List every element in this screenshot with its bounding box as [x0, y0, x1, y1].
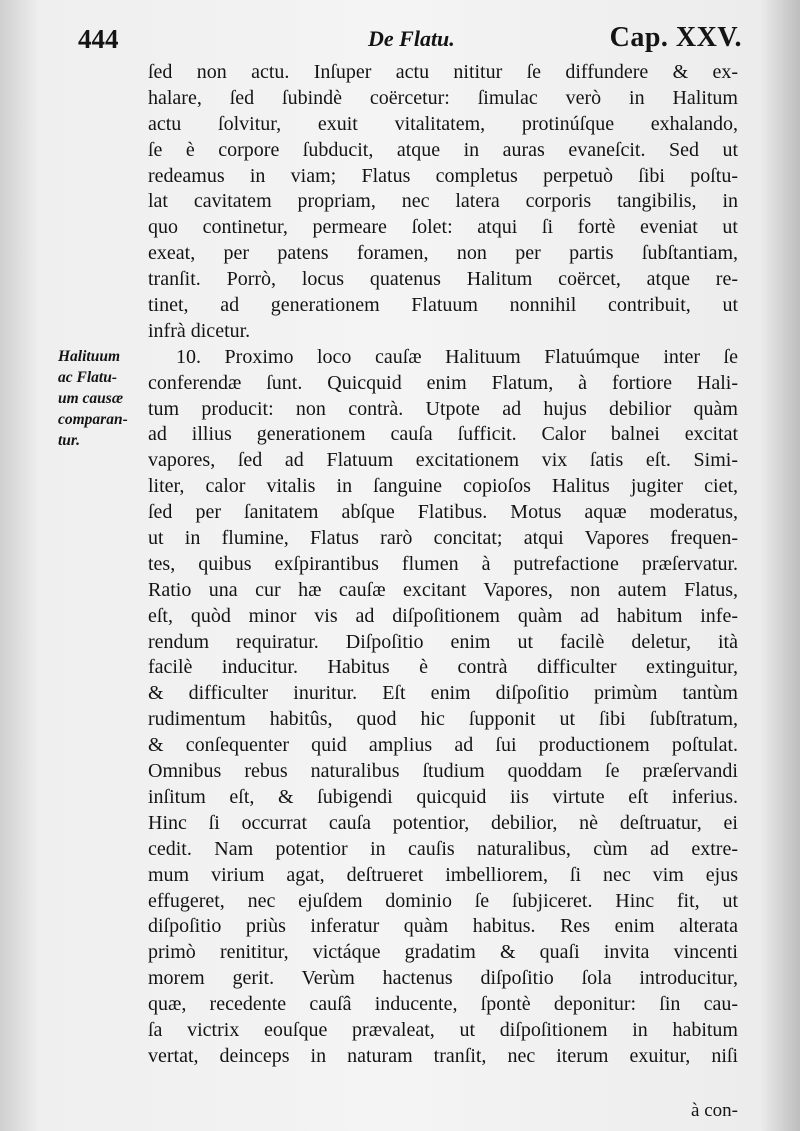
paragraph-start-line: 10. Proximo loco cauſæ Halituum Flatuúmque inter ſe [176, 345, 738, 368]
text-line: & conſequenter quid amplius ad ſui productionem poſtulat. [148, 734, 738, 757]
text-line: rudimentum habitûs, quod hic ſupponit ut ſibi ſubſtratum, [148, 708, 738, 731]
text-line: Omnibus rebus naturalibus ſtudium quoddam ſe præſervandi [148, 760, 738, 783]
margin-note-line: Halituum [58, 348, 121, 365]
text-line: ſa victrix eouſque prævaleat, ut diſpoſitionem in habitum [148, 1018, 738, 1041]
text-line: rendum requiratur. Diſpoſitio enim ut facilè deletur, ità [148, 630, 738, 653]
text-line: redeamus in viam; Flatus completus perpetuò ſibi poſtu- [148, 164, 738, 187]
text-line: ſe è corpore ſubducit, atque in auras evaneſcit. Sed ut [148, 138, 738, 161]
text-line: conferendæ ſunt. Quicquid enim Flatum, à fortiore Hali- [148, 371, 738, 394]
text-line: ſed per ſanitatem abſque Flatibus. Motus aquæ moderatus, [148, 501, 738, 524]
text-line: eſt, quòd minor vis ad diſpoſitionem quàm ad habitum infe- [148, 604, 738, 627]
page-number: 444 [78, 24, 119, 54]
text-line: lat cavitatem propriam, nec latera corporis tangibilis, in [148, 190, 738, 213]
text-line: tranſit. Porrò, locus quatenus Halitum coërcet, atque re- [148, 268, 738, 291]
text-line: halare, ſed ſubindè coërcetur: ſimulac verò in Halitum [148, 86, 738, 109]
text-line: exeat, per patens foramen, non per partis ſubſtantiam, [148, 242, 738, 265]
text-line: tum producit: non contrà. Utpote ad hujus debilior quàm [148, 397, 738, 420]
text-line: diſpoſitio priùs inferatur quàm habitus. Res enim alterata [148, 915, 738, 938]
catchword: à con- [691, 1100, 738, 1121]
text-line: actu ſolvitur, exuit vitalitatem, protinúſque exhalando, [148, 112, 738, 135]
text-line: mum virium agat, deſtrueret imbelliorem, ſi nec vim ejus [148, 863, 738, 886]
text-line: effugeret, nec ejuſdem dominio ſe ſubjiceret. Hinc fit, ut [148, 889, 738, 912]
text-line: ut in flumine, Flatus rarò concitat; atqui Vapores frequen- [148, 527, 738, 550]
text-line: Hinc ſi occurrat cauſa potentior, debilior, nè deſtruatur, ei [148, 811, 738, 834]
text-line: quæ, recedente cauſâ inducente, ſpontè deponitur: ſin cau- [148, 993, 738, 1016]
text-line: Ratio una cur hæ cauſæ excitant Vapores, non autem Flatus, [148, 578, 738, 601]
chapter-heading: Cap. XXV. [609, 22, 742, 53]
text-line: ſed non actu. Inſuper actu nititur ſe diffundere & ex- [148, 61, 738, 83]
margin-note [58, 346, 140, 451]
margin-note-line: ac Flatu- [58, 369, 117, 386]
text-line: ad illius generationem cauſa ſufficit. Calor balnei excitat [148, 423, 738, 446]
text-line: infrà dicetur. [148, 319, 251, 342]
text-line: cedit. Nam potentior in cauſis naturalibus, cùm ad extre- [148, 837, 738, 860]
text-line: vapores, ſed ad Flatuum excitationem vix ſatis eſt. Simi- [148, 449, 738, 472]
text-line: liter, calor vitalis in ſanguine copioſos Halitus jugiter ciet, [148, 475, 738, 498]
margin-note-line: tur. [58, 432, 80, 449]
running-title: De Flatu. [368, 26, 455, 51]
body-text [148, 60, 738, 1070]
text-line: tes, quibus exſpirantibus flumen à putrefactione præſervatur. [148, 552, 738, 575]
text-line: & difficulter inuritur. Eſt enim diſpoſitio primùm tantùm [148, 682, 738, 705]
text-line: tinet, ad generationem Flatuum nonnihil contribuit, ut [148, 294, 738, 317]
text-line: inſitum eſt, & ſubigendi quicquid iis virtute eſt inferius. [148, 785, 738, 808]
text-line: morem gerit. Verùm hactenus diſpoſitio ſola introducitur, [148, 967, 738, 990]
text-line: quo continetur, permeare ſolet: atqui ſi fortè eveniat ut [148, 216, 738, 239]
margin-note-line: comparan- [58, 411, 128, 428]
text-line: vertat, deinceps in naturam tranſit, nec iterum exuitur, niſi [148, 1044, 738, 1067]
text-line: facilè inducitur. Habitus è contrà difficulter extinguitur, [148, 656, 738, 679]
text-line: primò renititur, victáque gradatim & quaſi invita vincenti [148, 941, 738, 964]
page-header [78, 22, 742, 58]
margin-note-line: um causæ [58, 390, 124, 407]
